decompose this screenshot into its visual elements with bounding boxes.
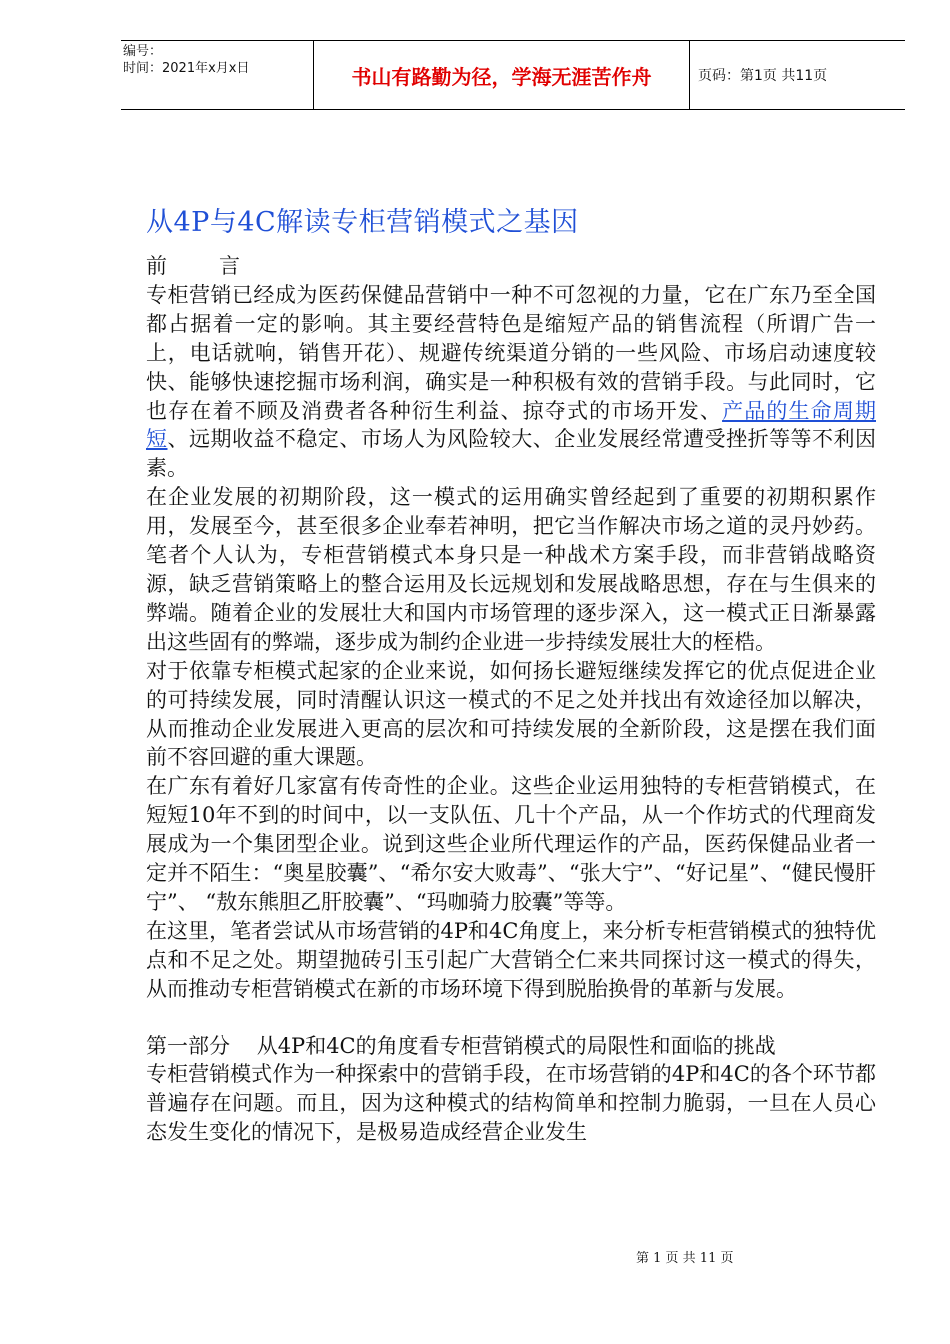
preface-second-char: 言: [219, 254, 240, 278]
preface-heading: [146, 252, 876, 281]
paragraph-5: 在这里，笔者尝试从市场营销的4P和4C角度上，来分析专柜营销模式的独特优点和不足之处。期望抛砖引玉引起广大营销仝仁来共同探讨这一模式的得失，从而推动专柜营销模式在新的市场环境下得到脱胎换骨的革新与发展。: [146, 918, 876, 1001]
serial-label: 编号：: [123, 44, 163, 59]
paragraph-4: 在广东有着好几家富有传奇性的企业。这些企业运用独特的专柜营销模式，在短短10年不到的时间中，以一支队伍、几十个产品，从一个作坊式的代理商发展成为一个集团型企业。说到这些企业所代理运作的产品，医药保健品业者一定并不陌生：“奥星胶囊”、“希尔安大败毒”、“张大宁”、“好记星”、“健民慢肝宁”、 “敖东熊胆乙肝胶囊”、“玛咖骑力胶囊”等等。: [146, 774, 876, 914]
header-left-cell: [121, 41, 314, 109]
product-lifecycle-link[interactable]: 产品的生命周期短: [146, 398, 876, 452]
paragraph-1-text-b: 、远期收益不稳定、市场人为风险较大、企业发展经常遭受挫折等等不利因素。: [146, 427, 877, 481]
header-right-cell: [690, 41, 905, 109]
header-middle-cell: [314, 41, 690, 109]
header-table: [121, 40, 905, 110]
paragraph-gap: [146, 1004, 876, 1032]
preface-first-char: 前: [146, 254, 167, 278]
header-motto: 书山有路勤为径，学海无涯苦作舟: [351, 64, 652, 89]
paragraph-6: 专柜营销模式作为一种探索中的营销手段，在市场营销的4P和4C的各个环节都普遍存在问题。而且，因为这种模式的结构简单和控制力脆弱，一旦在人员心态发生变化的情况下，是极易造成经营企业发生: [146, 1062, 876, 1145]
paragraph-2: 在企业发展的初期阶段，这一模式的运用确实曾经起到了重要的初期积累作用，发展至今，甚至很多企业奉若神明，把它当作解决市场之道的灵丹妙药。笔者个人认为，专柜营销模式本身只是一种战术方案手段，而非营销战略资源，缺乏营销策略上的整合运用及长远规划和发展战略思想，存在与生俱来的弊端。随着企业的发展壮大和国内市场管理的逐步深入，这一模式正日渐暴露出这些固有的弊端，逐步成为制约企业进一步持续发展壮大的桎梏。: [146, 485, 876, 654]
part1-heading: 第一部分 从4P和4C的角度看专柜营销模式的局限性和面临的挑战: [146, 1033, 776, 1058]
paragraph-1-text-a: 专柜营销已经成为医药保健品营销中一种不可忽视的力量，它在广东乃至全国都占据着一定的影响。其主要经营特色是缩短产品的销售流程（所谓广告一上，电话就响，销售开花）、规避传统渠道分销的一些风险、市场启动速度较快、能够快速挖掘市场利润，确实是一种积极有效的营销手段。与此同时，它也存在着不顾及消费者各种衍生利益、掠夺式的市场开发、: [146, 282, 876, 423]
paragraph-1: [146, 281, 876, 483]
time-label: 时间：2021年x月x日: [123, 61, 250, 76]
paragraph-3: 对于依靠专柜模式起家的企业来说，如何扬长避短继续发挥它的优点促进企业的可持续发展，同时清醒认识这一模式的不足之处并找出有效途径加以解决，从而推动企业发展进入更高的层次和可持续发展的全新阶段，这是摆在我们面前不容回避的重大课题。: [146, 658, 876, 770]
document-title: 从4P与4C解读专柜营销模式之基因: [146, 207, 579, 238]
footer-page-number: 第 1 页 共 11 页: [636, 1251, 734, 1266]
header-page-info: 页码：第1页 共11页: [698, 68, 828, 84]
document-body: [146, 252, 876, 1147]
